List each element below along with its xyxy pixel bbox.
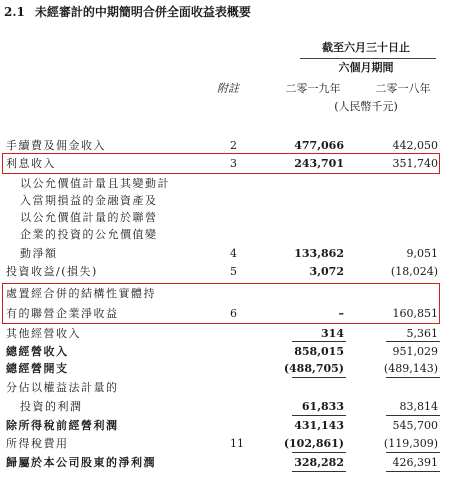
subtotal-rule-2018 — [386, 377, 440, 378]
row-value-2018: 5,361 — [406, 327, 438, 340]
row-total-operating-expenses — [0, 361, 454, 377]
subtotal-rule-2018 — [386, 415, 440, 416]
row-note: 5 — [230, 265, 237, 278]
row-label: 投資的利潤 — [20, 400, 83, 413]
row-note: 6 — [230, 307, 237, 320]
row-label: 手續費及佣金收入 — [6, 139, 106, 152]
row-label: 以公允價值計量且其變動計 — [20, 177, 170, 190]
row-note: 3 — [230, 157, 237, 170]
row-investment-gains — [0, 264, 454, 280]
row-value-2019: 133,862 — [294, 247, 344, 260]
row-fair-value-line1 — [0, 176, 454, 192]
year-2019-header: 二零一九年 — [285, 82, 341, 95]
row-note: 4 — [230, 247, 237, 260]
row-fair-value-line3 — [0, 210, 454, 226]
row-value-2019: 3,072 — [309, 265, 344, 278]
row-value-2019: 431,143 — [294, 419, 344, 432]
row-value-2018: 442,050 — [392, 139, 438, 152]
subtotal-rule-2018 — [386, 341, 440, 342]
subtotal-rule-2019 — [292, 452, 346, 453]
row-label: 所得稅費用 — [6, 437, 69, 450]
row-label: 除所得稅前經營利潤 — [6, 419, 119, 432]
row-value-2019: 61,833 — [301, 400, 344, 413]
row-label: 動淨額 — [20, 247, 58, 260]
row-value-2018: 951,029 — [392, 345, 438, 358]
subtotal-rule-2019 — [292, 377, 346, 378]
row-label: 分佔以權益法計量的 — [6, 381, 119, 394]
row-equity-method-profit — [0, 399, 454, 415]
total-rule-2019 — [292, 471, 346, 472]
row-value-2018: 351,740 — [392, 157, 438, 170]
row-note: 11 — [230, 437, 244, 450]
note-column-header: 附註 — [217, 82, 239, 95]
row-value-2019: – — [338, 307, 344, 320]
row-fair-value-net — [0, 246, 454, 262]
row-label: 企業的投資的公允價值變 — [20, 228, 158, 241]
row-other-operating-income — [0, 326, 454, 342]
row-label: 處置經合併的結構性實體持 — [6, 287, 156, 300]
row-note: 2 — [230, 139, 237, 152]
row-label: 其他經營收入 — [6, 327, 81, 340]
total-rule-2018 — [386, 471, 440, 472]
row-profit-before-tax — [0, 418, 454, 434]
row-value-2018: 426,391 — [392, 456, 438, 469]
row-value-2018: 9,051 — [406, 247, 438, 260]
highlight-box-disposal-gain — [2, 283, 440, 324]
row-value-2018: 160,851 — [392, 307, 438, 320]
row-value-2018: 83,814 — [399, 400, 438, 413]
row-value-2019: 314 — [321, 327, 344, 340]
period-header-line2: 六個月期間 — [338, 61, 394, 74]
row-net-profit — [0, 455, 454, 471]
highlight-box-interest-income — [2, 153, 440, 174]
row-label: 利息收入 — [6, 157, 56, 170]
row-value-2019: 858,015 — [294, 345, 344, 358]
row-label: 總經營收入 — [6, 345, 69, 358]
subtotal-rule-2019 — [292, 341, 346, 342]
row-label: 有的聯營企業淨收益 — [6, 307, 119, 320]
section-title — [4, 3, 251, 20]
subtotal-rule-2018 — [386, 452, 440, 453]
row-label: 投資收益/(損失) — [6, 265, 98, 278]
row-value-2018: (119,309) — [383, 437, 438, 450]
row-label: 總經營開支 — [6, 362, 69, 375]
period-header-line1: 截至六月三十日止 — [322, 41, 410, 54]
section-number: 2.1 — [4, 5, 25, 19]
row-fair-value-line2 — [0, 193, 454, 209]
row-income-tax — [0, 436, 454, 452]
row-value-2019: 243,701 — [294, 157, 344, 170]
subtotal-rule-2019 — [292, 415, 346, 416]
year-2018-header: 二零一八年 — [375, 82, 431, 95]
row-value-2018: (18,024) — [390, 265, 438, 278]
row-value-2019: 328,282 — [294, 456, 344, 469]
row-total-operating-income — [0, 344, 454, 360]
section-title-text: 未經審計的中期簡明合併全面收益表概要 — [34, 5, 251, 19]
row-value-2019: 477,066 — [294, 139, 344, 152]
row-value-2019: (102,861) — [283, 437, 344, 450]
unit-header: (人民幣千元) — [334, 100, 398, 113]
row-label: 歸屬於本公司股東的淨利潤 — [6, 456, 156, 469]
row-value-2019: (488,705) — [283, 362, 344, 375]
row-equity-method-line1 — [0, 380, 454, 396]
row-fee-commission — [0, 138, 454, 154]
row-value-2018: (489,143) — [383, 362, 438, 375]
row-label: 以公允價值計量的於聯營 — [20, 211, 158, 224]
row-label: 入當期損益的金融資產及 — [20, 194, 158, 207]
row-value-2018: 545,700 — [392, 419, 438, 432]
row-fair-value-line4 — [0, 227, 454, 243]
